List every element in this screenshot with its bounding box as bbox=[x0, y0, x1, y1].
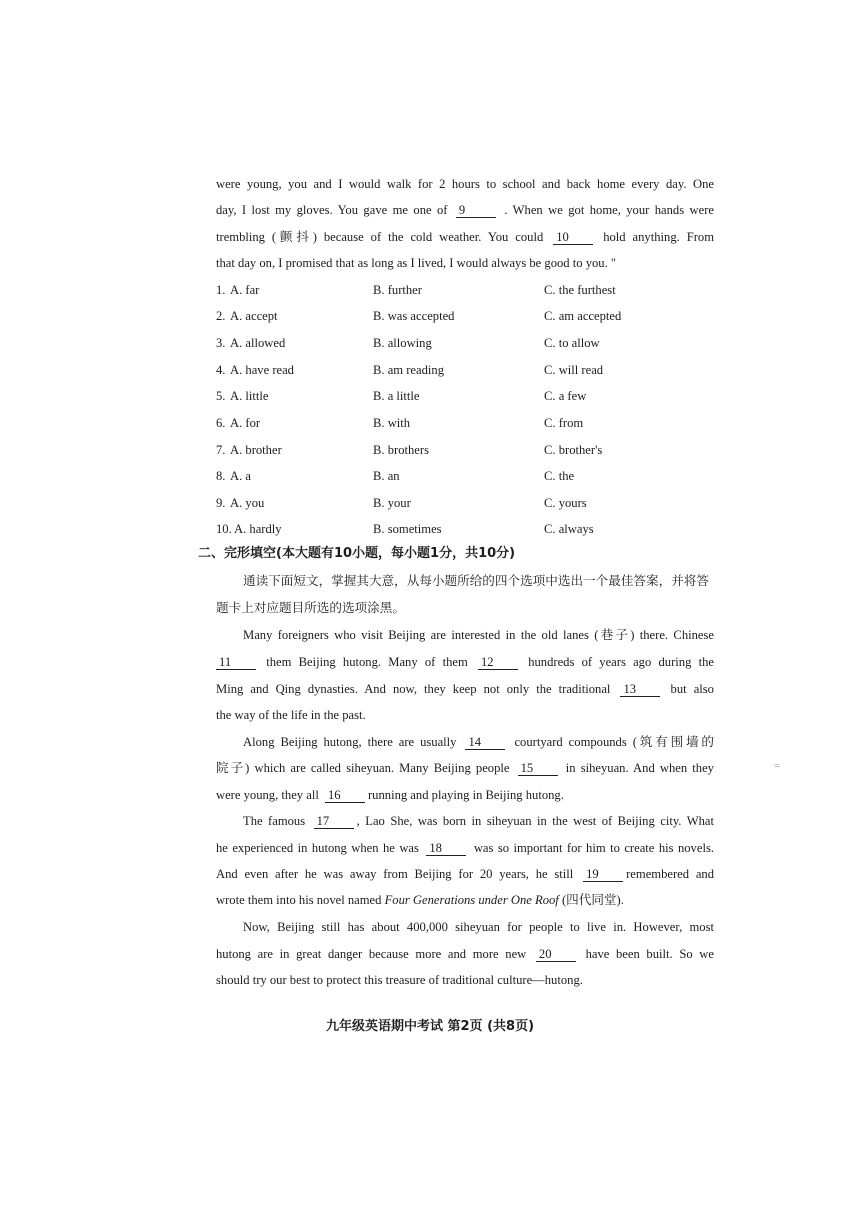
blank-18: 18 bbox=[426, 842, 466, 856]
text-segment: day, I lost my gloves. You gave me one of bbox=[216, 203, 448, 217]
option-b: B. am reading bbox=[373, 363, 444, 377]
option-c: C. brother's bbox=[544, 443, 603, 457]
text-segment: . When we got home, your hands were bbox=[504, 203, 715, 217]
option-a: A. accept bbox=[230, 309, 278, 323]
p1-line-4: the way of the life in the past. bbox=[216, 708, 366, 722]
blank-14: 14 bbox=[465, 736, 505, 750]
text-segment: Ming and Qing dynasties. And now, they keep not only the traditional bbox=[216, 682, 611, 696]
option-c: C. yours bbox=[544, 496, 587, 510]
option-a: A. a bbox=[230, 469, 251, 483]
option-row bbox=[216, 281, 736, 299]
passage1-line-3 bbox=[216, 228, 714, 246]
question-number: 2. bbox=[216, 309, 226, 323]
section-heading: 二、完形填空(本大题有10小题，每小题1分，共10分) bbox=[198, 546, 516, 561]
question-number: 3. bbox=[216, 336, 226, 350]
question-number: 8. bbox=[216, 469, 226, 483]
question-number: 4. bbox=[216, 363, 226, 377]
option-a: A. little bbox=[230, 389, 269, 403]
novel-title: Four Generations under One Roof bbox=[384, 893, 559, 907]
p3-line-4 bbox=[216, 891, 714, 909]
option-a: A. you bbox=[230, 496, 265, 510]
passage1-line-2 bbox=[216, 201, 714, 219]
question-number: 7. bbox=[216, 443, 226, 457]
p4-line-3: should try our best to protect this treasure of traditional culture—hutong. bbox=[216, 973, 583, 987]
blank-13: 13 bbox=[620, 683, 660, 697]
passage1-line-4 bbox=[216, 254, 714, 272]
option-a: A. far bbox=[230, 283, 260, 297]
text-segment: , Lao She, was born in siheyuan in the west of Beijing city. What bbox=[356, 814, 714, 828]
text-segment: were young, you and I would walk for 2 hours to school and back home every day. One bbox=[216, 177, 714, 191]
option-b: B. allowing bbox=[373, 336, 432, 350]
blank-20: 20 bbox=[536, 948, 576, 962]
text-segment: he experienced in hutong when he was bbox=[216, 841, 419, 855]
option-b: B. brothers bbox=[373, 443, 429, 457]
instruction-line-1: 通读下面短文，掌握其大意，从每小题所给的四个选项中选出一个最佳答案，并将答 bbox=[243, 573, 709, 588]
blank-15: 15 bbox=[518, 762, 558, 776]
option-c: C. a few bbox=[544, 389, 587, 403]
option-a: A. have read bbox=[230, 363, 294, 377]
text-segment: but also bbox=[670, 682, 714, 696]
p3-line-2 bbox=[216, 839, 714, 857]
text-segment: have been built. So we bbox=[585, 947, 714, 961]
blank-12: 12 bbox=[478, 656, 518, 670]
question-number: 10. bbox=[216, 522, 232, 536]
option-row bbox=[216, 334, 736, 352]
text-segment: wrote them into his novel named bbox=[216, 893, 382, 907]
p2-line-1 bbox=[243, 733, 714, 751]
question-number: 5. bbox=[216, 389, 226, 403]
option-c: C. from bbox=[544, 416, 584, 430]
p1-line-3 bbox=[216, 680, 714, 698]
option-a: A. for bbox=[230, 416, 261, 430]
option-row bbox=[216, 441, 736, 459]
p4-line-1: Now, Beijing still has about 400,000 siheyuan for people to live in. However, most bbox=[243, 920, 714, 934]
option-row bbox=[216, 467, 736, 485]
option-row bbox=[216, 361, 736, 379]
text-segment: hutong are in great danger because more and more new bbox=[216, 947, 527, 961]
option-a: A. allowed bbox=[230, 336, 286, 350]
p1-line-2 bbox=[216, 653, 714, 671]
blank-19: 19 bbox=[583, 868, 623, 882]
text-segment: in siheyuan. And when they bbox=[565, 761, 714, 775]
option-b: B. a little bbox=[373, 389, 420, 403]
option-row bbox=[216, 307, 736, 325]
option-row bbox=[216, 494, 736, 512]
option-c: C. the furthest bbox=[544, 283, 616, 297]
text-segment: remembered and bbox=[626, 867, 715, 881]
option-c: C. am accepted bbox=[544, 309, 622, 323]
p3-line-3 bbox=[216, 865, 714, 883]
page-footer: 九年级英语期中考试 第2页 (共8页) bbox=[325, 1019, 535, 1034]
text-segment: was so important for him to create his novels. bbox=[473, 841, 714, 855]
p3-line-1 bbox=[243, 812, 714, 830]
margin-mark: = bbox=[774, 760, 781, 772]
text-segment: The famous bbox=[243, 814, 306, 828]
text-segment: were young, they all bbox=[216, 788, 319, 802]
option-row bbox=[216, 520, 736, 538]
question-number: 1. bbox=[216, 283, 226, 297]
text-segment: courtyard compounds (筑有围墙的 bbox=[514, 735, 714, 749]
text-segment: hold anything. From bbox=[603, 230, 715, 244]
option-a: A. brother bbox=[230, 443, 282, 457]
option-b: B. your bbox=[373, 496, 411, 510]
question-number: 6. bbox=[216, 416, 226, 430]
option-b: B. sometimes bbox=[373, 522, 442, 536]
p4-line-2 bbox=[216, 945, 714, 963]
question-number: 9. bbox=[216, 496, 226, 510]
blank-11: 11 bbox=[216, 656, 256, 670]
p2-line-3 bbox=[216, 786, 714, 804]
option-b: B. further bbox=[373, 283, 422, 297]
option-c: C. will read bbox=[544, 363, 604, 377]
text-segment: trembling (颤抖) because of the cold weather. You could bbox=[216, 230, 544, 244]
blank-10: 10 bbox=[553, 231, 593, 245]
instruction-line-2: 题卡上对应题目所选的选项涂黑。 bbox=[216, 600, 405, 615]
blank-17: 17 bbox=[314, 815, 354, 829]
text-segment: hundreds of years ago during the bbox=[528, 655, 714, 669]
option-a: A. hardly bbox=[234, 522, 282, 536]
text-segment: running and playing in Beijing hutong. bbox=[367, 788, 564, 802]
text-segment: Along Beijing hutong, there are usually bbox=[243, 735, 457, 749]
option-c: C. always bbox=[544, 522, 594, 536]
blank-16: 16 bbox=[325, 789, 365, 803]
text-segment: (四代同堂). bbox=[561, 893, 624, 907]
p2-line-2 bbox=[216, 759, 714, 777]
text-segment: 院子) which are called siheyuan. Many Beijing people bbox=[216, 761, 510, 775]
text-segment: that day on, I promised that as long as I lived, I would always be good to you. " bbox=[216, 256, 617, 270]
p1-line-1: Many foreigners who visit Beijing are interested in the old lanes (巷子) there. Chinese bbox=[243, 628, 714, 642]
option-b: B. an bbox=[373, 469, 400, 483]
option-c: C. to allow bbox=[544, 336, 600, 350]
option-c: C. the bbox=[544, 469, 575, 483]
option-row bbox=[216, 387, 736, 405]
text-segment: And even after he was away from Beijing for 20 years, he still bbox=[216, 867, 574, 881]
blank-9: 9 bbox=[456, 204, 496, 218]
text-segment: them Beijing hutong. Many of them bbox=[266, 655, 468, 669]
passage1-line-1 bbox=[216, 175, 714, 193]
option-row bbox=[216, 414, 736, 432]
option-b: B. with bbox=[373, 416, 411, 430]
option-b: B. was accepted bbox=[373, 309, 455, 323]
